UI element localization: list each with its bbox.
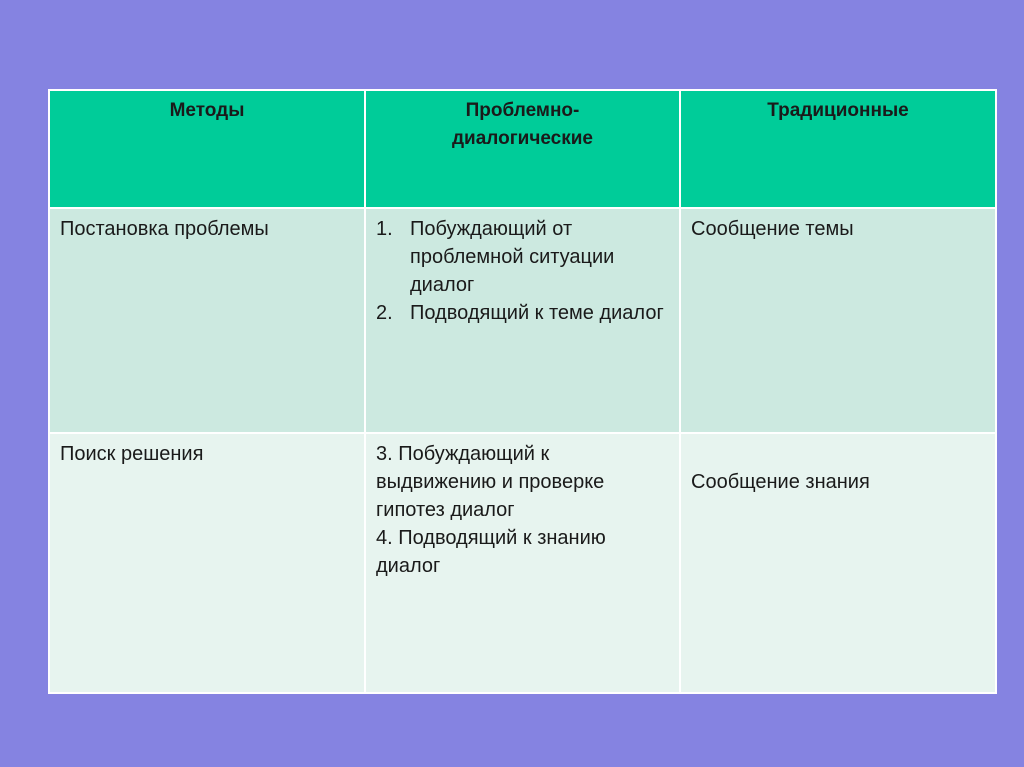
list-item-number: 2. xyxy=(376,302,393,324)
cell-problem-dialog xyxy=(365,208,680,433)
header-traditional: Традиционные xyxy=(680,90,996,208)
header-problem-dialog: Проблемно-диалогические xyxy=(365,90,680,208)
cell-traditional: Сообщение темы xyxy=(680,208,996,433)
methods-comparison-table xyxy=(48,89,997,694)
list-item-number: 1. xyxy=(376,218,393,240)
table-header-row xyxy=(49,90,996,208)
problem-dialog-line: 4. Подводящий к знанию диалог xyxy=(376,527,606,577)
list-item-text: Подводящий к теме диалог xyxy=(410,302,664,324)
list-item xyxy=(376,299,669,327)
problem-dialog-line: 3. Побуждающий к выдвижению и проверке гипотез диалог xyxy=(376,443,605,521)
problem-dialog-list xyxy=(376,215,669,327)
table-row xyxy=(49,208,996,433)
list-item xyxy=(376,215,669,299)
cell-method: Поиск решения xyxy=(49,433,365,693)
header-methods: Методы xyxy=(49,90,365,208)
table-row xyxy=(49,433,996,693)
cell-method: Постановка проблемы xyxy=(49,208,365,433)
cell-traditional: Сообщение знания xyxy=(680,433,996,693)
list-item-text: Побуждающий от проблемной ситуации диалог xyxy=(410,218,615,296)
cell-problem-dialog xyxy=(365,433,680,693)
